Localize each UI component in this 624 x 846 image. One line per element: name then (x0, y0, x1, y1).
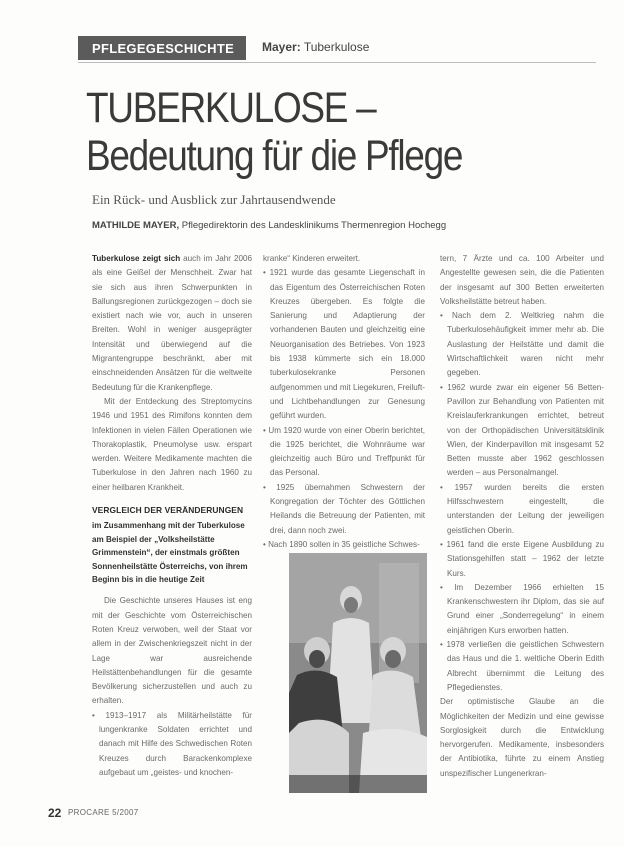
article-subtitle: Ein Rück- und Ausblick zur Jahrtausendwende (92, 192, 336, 207)
breadcrumb-topic: Tuberkulose (303, 40, 370, 54)
paragraph: Der optimistische Glaube an die Möglichkeiten der Medizin und eine gewisse Sorglosigkeit durch die Entwicklung hervorgerufen. Medikamente, insbesonders der Antibiotika, führte zu einem Anstieg unspezifischer Lungenerkran- (440, 697, 604, 778)
byline-name: MATHILDE MAYER, (92, 220, 180, 231)
title-line-2: Bedeutung für die Pflege (86, 132, 463, 180)
list-item: • Nach 1890 sollen in 35 geistliche Schwes- (263, 539, 420, 549)
list-item: • 1962 wurde zwar ein eigener 56 Betten-Pavillon zur Behandlung von Patienten mit Kreislauferkrankungen errichtet, betreut von der Orthopädischen Universitätsklinik Wien, der Kinderpavillon mit insgesamt 52 Betten musste aber 1962 geschlossen werden – aus Personalmangel. (440, 382, 604, 478)
list-item: • Nach dem 2. Weltkrieg nahm die Tuberkulosehäufigkeit immer mehr ab. Die Auslastung der Heilstätte und damit die Wirtschaftlichkeit waren nicht mehr gegeben. (440, 311, 604, 378)
list-item: • Um 1920 wurde von einer Oberin berichtet, die 1925 berichtet, die Wohnräume war gleichzeitig auch Büro und Treffpunkt für das Personal. (263, 425, 425, 478)
list-item: • 1957 wurden bereits die ersten Hilfsschwestern eingestellt, die unterstanden der Leitung der jeweiligen geistlichen Oberin. (440, 482, 604, 535)
list-item: • 1921 wurde das gesamte Liegenschaft in das Eigentum des Österreichischen Roten Kreuzes übergeben. Es folgte die Sanierung und Adaptierung der vorhandenen Bauten und gleichzeitig eine Neuorganisation des Betriebes. Von 1923 bis 1938 kümmerte sich ein 18.000 tuberkulosekranke Personen aufgenommen und mit Liegekuren, Freiluft- und Lichtbehandlungen zur Genesung geführt wurden. (263, 268, 425, 421)
paragraph: Mit der Entdeckung des Streptomycins 1946 und 1951 des Rimifons konnten dem Infektionen in vielen Fällen Operationen wie Thorakoplastik, Pneumolyse usw. erspart werden. Weitere Medikamente machten die Tuberkulose in den Jahren nach 1960 zu einer heilbaren Krankheit. (92, 396, 252, 492)
historical-photo-nurses (289, 553, 427, 793)
page-number: 22 (48, 806, 62, 820)
paragraph: tern, 7 Ärzte und ca. 100 Arbeiter und Angestellte gewesen sein, die die Patienten der insgesamt auf 300 Betten erweiterten Volksheilstätte betreut haben. (440, 254, 604, 306)
byline (92, 220, 446, 231)
list-item: • 1913–1917 als Militärheilstätte für lungenkranke Soldaten errichtet und danach mit Hilfe des Schwedischen Roten Kreuzes durch Barackenkomplexe aufgebaut um „geistes- und knochen- (92, 710, 252, 777)
byline-role: Pflegedirektorin des Landesklinikums Thermenregion Hochegg (181, 220, 447, 231)
title-line-1: TUBERKULOSE – (86, 84, 376, 132)
list-item: • 1978 verließen die geistlichen Schwestern das Haus und die 1. weltliche Oberin Edith Albrecht übernimmt die Leitung des Pflegedienstes. (440, 640, 604, 692)
list-item: • 1961 fand die erste Eigene Ausbildung zu Stationsgehilfen statt – 1962 der letzte Kurs. (440, 539, 604, 578)
text-column-1 (92, 252, 252, 780)
paragraph: Die Geschichte unseres Hauses ist eng mit der Geschichte vom Österreichischen Roten Kreuz verwoben, weil der Staat vor allem in der Zwischenkriegszeit nicht in der Lage war ausreichende Heilstättenbehandlungen für die gesamte Bevölkerung sicherzustellen und auch zu erhalten. (92, 596, 252, 706)
text-column-2 (263, 252, 425, 552)
publication-info: PROCARE 5/2007 (68, 808, 139, 817)
text-column-3 (440, 252, 604, 781)
section-heading: VERGLEICH DER VERÄNDERUNGEN (92, 505, 244, 516)
breadcrumb (262, 40, 369, 54)
paragraph-text: auch im Jahr 2006 als eine Geißel der Menschheit. Zwar hat sie sich aus ihren Schwerpunkten in Ballungsregionen zurückgezogen – doch sie existiert nach wie vor, auch in unseren Breiten. Wohl in weniger ausgeprägter Intensität und überwiegend auf die Migrantengruppe beschränkt, aber mit einschneidenden Ansätzen für die weltweite Bedeutung für die Krankenpflege. (92, 254, 252, 392)
paragraph: kranke“ Kinderen erweitert. (263, 254, 361, 263)
paragraph (92, 252, 252, 395)
header-divider (78, 62, 596, 63)
list-item: • Im Dezember 1966 erhielten 15 Krankenschwestern ihr Diplom, das sie auf Grund einer „Sonderregelung“ in einem einjährigen Kurs erworben hatten. (440, 582, 604, 635)
list-item: • 1925 übernahmen Schwestern der Kongregation der Töchter des Göttlichen Heilands die Betreuung der Patienten, mit drei, dann noch zwei. (263, 482, 425, 535)
breadcrumb-author: Mayer: (262, 40, 301, 54)
lead-in: Tuberkulose zeigt sich (92, 254, 181, 263)
article-title (86, 84, 533, 180)
section-intro: im Zusammenhang mit der Tuberkulose am Beispiel der „Volksheilstätte Grimmenstein“, der einstmals größten Sonnenheilstätte Österreichs, von ihrem Beginn bis in die heutige Zeit (92, 521, 248, 584)
section-label: PFLEGEGESCHICHTE (78, 36, 246, 60)
